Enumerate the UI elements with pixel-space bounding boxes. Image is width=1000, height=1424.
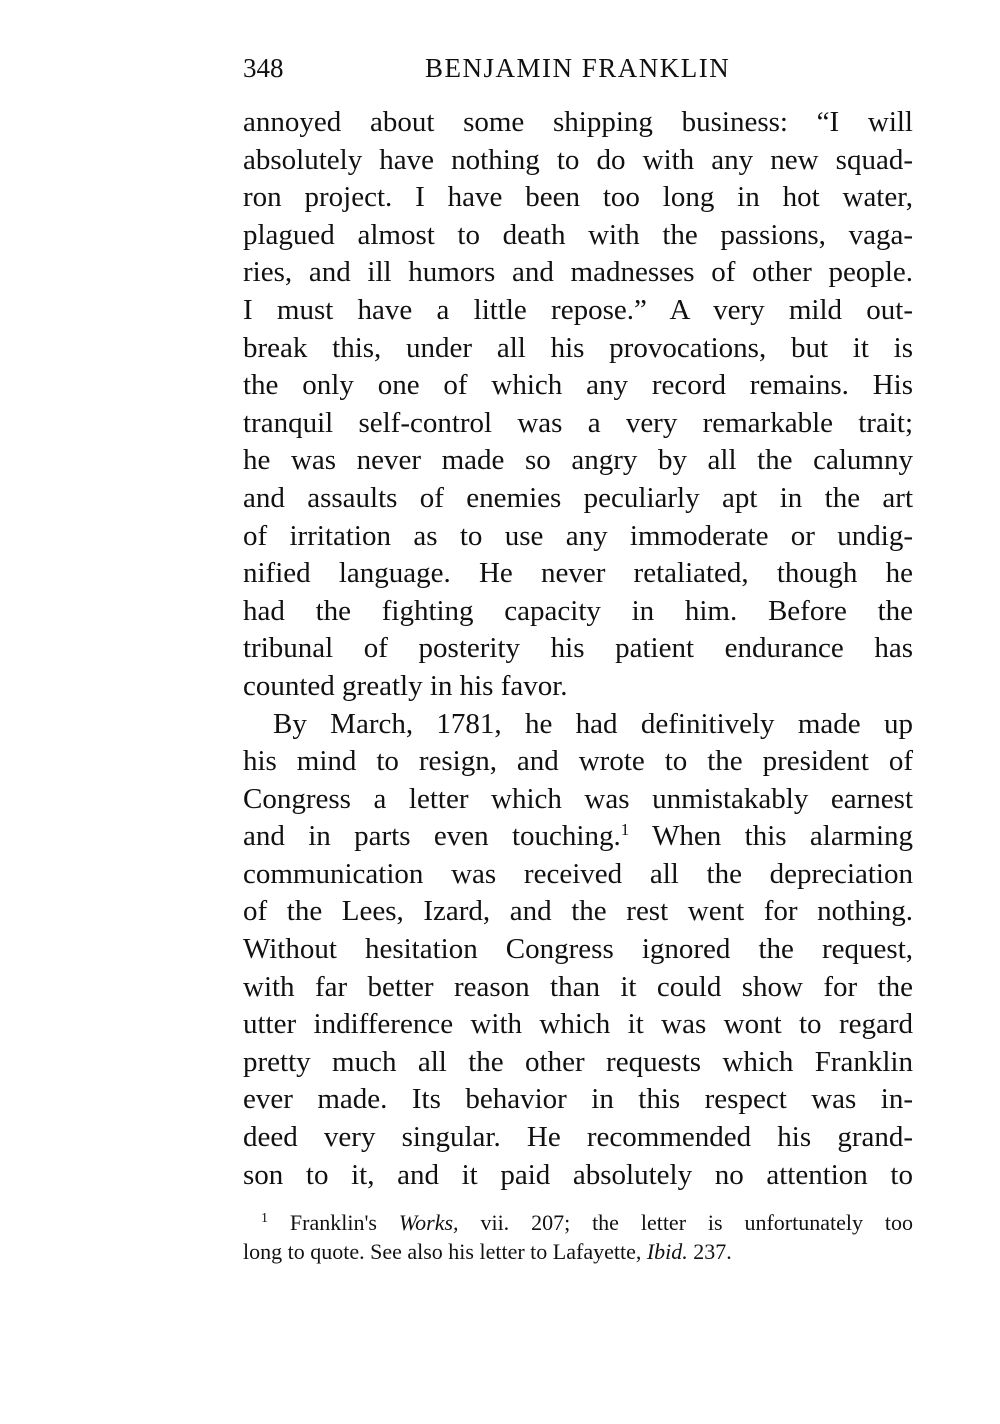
text-line: the only one of which any record remains. His (243, 369, 913, 402)
text-line: nified language. He never retaliated, though he (243, 557, 913, 590)
text-line: I must have a little repose.” A very mild out- (243, 293, 913, 326)
text-line: Congress a letter which was unmistakably earnest (243, 782, 913, 815)
footnote-text: vii. 207; the letter is unfortunately too (480, 1210, 913, 1235)
text-fragment: and in parts even touching. (243, 820, 621, 853)
text-line: communication was received all the depreciation (243, 857, 913, 890)
text-line: tranquil self-control was a very remarkable trait; (243, 406, 913, 439)
text-line: utter indifference with which it was wont to regard (243, 1008, 913, 1041)
footnote-text: long to quote. See also his letter to Lafayette, (243, 1239, 642, 1264)
footnote-text: 237. (693, 1239, 732, 1264)
text-line: break this, under all his provocations, but it is (243, 331, 913, 364)
text-line: of irritation as to use any immoderate or undig- (243, 519, 913, 552)
text-line: with far better reason than it could show for the (243, 970, 913, 1003)
page-header (243, 50, 913, 86)
footnote-marker: 1 (261, 1211, 268, 1226)
footnote-line (243, 1237, 913, 1266)
text-line: pretty much all the other requests which Franklin (243, 1045, 913, 1078)
text-line: By March, 1781, he had definitively made up (273, 707, 913, 740)
text-line: his mind to resign, and wrote to the president of (243, 745, 913, 778)
text-line: annoyed about some shipping business: “I will (243, 106, 913, 138)
running-title: BENJAMIN FRANKLIN (425, 53, 731, 83)
text-line-with-footnote (243, 818, 913, 856)
page-number: 348 (243, 53, 284, 83)
text-line: tribunal of posterity his patient endurance has (243, 632, 913, 665)
text-line: plagued almost to death with the passions, vaga- (243, 218, 913, 251)
body-text (243, 104, 913, 1194)
text-line: ron project. I have been too long in hot water, (243, 181, 913, 214)
text-line: Without hesitation Congress ignored the request, (243, 933, 913, 966)
text-line: and assaults of enemies peculiarly apt in the art (243, 481, 913, 514)
text-fragment: When this alarming (652, 820, 913, 853)
footnote-reference[interactable]: 1 (620, 820, 630, 840)
footnote-work-title: Works, (398, 1210, 459, 1235)
footnotes (243, 1208, 913, 1266)
text-line: counted greatly in his favor. (243, 669, 568, 702)
text-line: of the Lees, Izard, and the rest went for nothing. (243, 895, 913, 928)
footnote-line (243, 1208, 913, 1237)
text-line: deed very singular. He recommended his grand- (243, 1121, 913, 1154)
footnote-text: Franklin's (289, 1210, 377, 1235)
footnote-ibid: Ibid. (646, 1239, 688, 1264)
text-line: had the fighting capacity in him. Before the (243, 594, 913, 627)
text-line: absolutely have nothing to do with any new squad- (243, 143, 913, 176)
text-line: ries, and ill humors and madnesses of other people. (243, 256, 913, 289)
text-line: son to it, and it paid absolutely no attention to (243, 1158, 913, 1191)
text-line: ever made. Its behavior in this respect was in- (243, 1083, 913, 1116)
text-line: he was never made so angry by all the calumny (243, 444, 913, 477)
